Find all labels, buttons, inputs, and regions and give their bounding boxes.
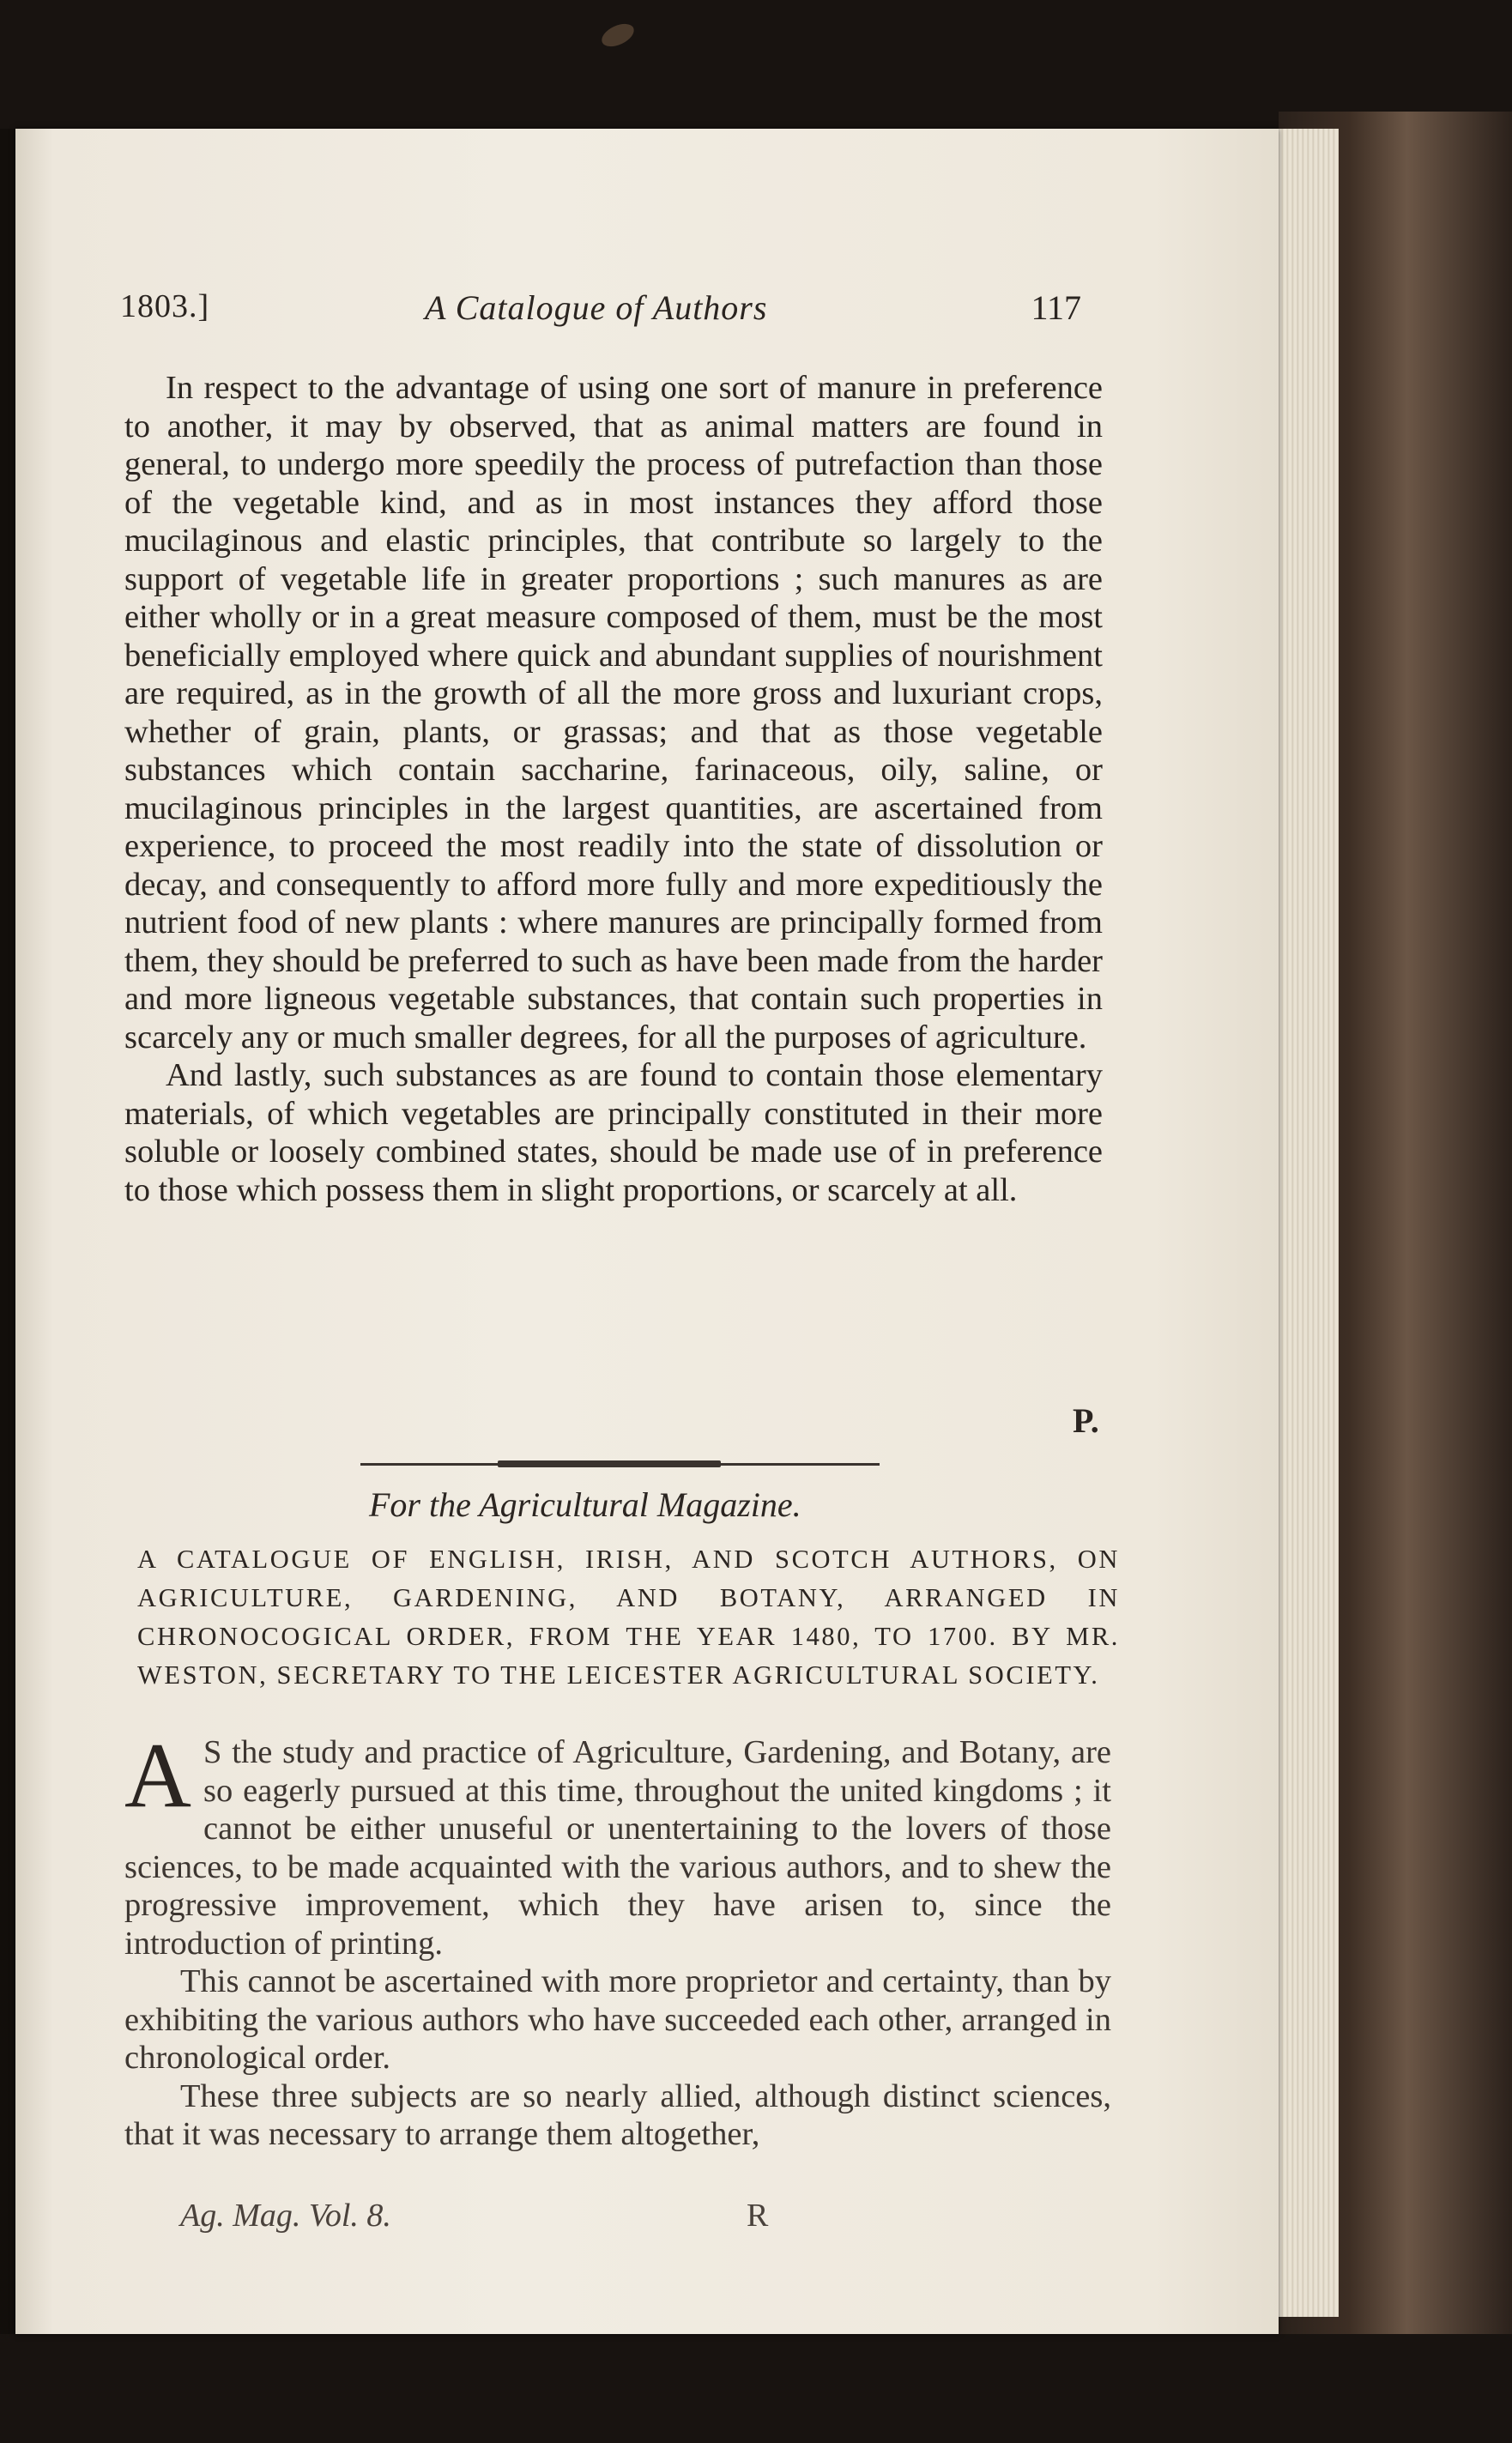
paragraph: These three subjects are so nearly allied, although distinct sciences, that it was necessary to arrange them altogether, (124, 2077, 1111, 2152)
page-leaves (1279, 129, 1339, 2317)
paragraph: And lastly, such substances as are found to contain those elementary materials, of which vegetables are principally constituted in their more soluble or loosely combined states, should be made use of in preference to those which possess them in slight proportions, or scarcely at all. (124, 1057, 1103, 1208)
page-footer (180, 2197, 867, 2240)
paragraph (124, 1725, 1111, 1962)
footer-imprint: Ag. Mag. Vol. 8. (180, 2198, 391, 2234)
section-heading: For the Agricultural Magazine. (369, 1485, 801, 1524)
page-number: 117 (1031, 288, 1081, 327)
page-shadow (0, 129, 15, 2334)
signature-mark: R (747, 2198, 769, 2234)
paragraph: This cannot be ascertained with more proprietor and certainty, than by exhibiting the various authors who have succeeded each other, arranged in chronological order. (124, 1963, 1111, 2076)
drop-cap: A (124, 1725, 191, 1827)
running-head-title: A Catalogue of Authors (425, 288, 768, 327)
catalogue-title: A CATALOGUE OF ENGLISH, IRISH, AND SCOTCH AUTHORS, ON AGRICULTURE, GARDENING, AND BOTANY, ARRANGED IN CHRONOCOGICAL ORDER, FROM THE YEAR 1480, TO 1700. BY MR. WESTON, SECRETARY TO THE LEICESTER AGRICULTURAL SOCIETY. (137, 1545, 1120, 1690)
catalogue-intro (124, 1725, 1111, 2154)
running-head (120, 287, 1107, 339)
main-text (124, 369, 1103, 1209)
running-head-year: 1803.] (120, 288, 210, 324)
paragraph-text: S the study and practice of Agriculture, Gardening, and Botany, are so eagerly pursued at this time, throughout the united kingdoms ; it cannot be either unuseful or unentertaining to the lovers of those sciences, to be made acquainted with the various authors, and to shew the progressive improvement, which they have arisen to, since the introduction of printing. (124, 1734, 1111, 1962)
section-rule-ornament (498, 1460, 721, 1467)
paragraph: In respect to the advantage of using one sort of manure in preference to another, it may by observed, that as animal matters are found in general, to undergo more speedily the process of putrefaction than those of the vegetable kind, and as in most instances they afford those mucilaginous and elastic principles, that contribute so largely to the support of vegetable life in greater proportions ; such manures as are either wholly or in a great measure composed of them, must be the most beneficially employed where quick and abundant supplies of nourishment are required, as in the growth of all the more gross and luxuriant crops, whether of grain, plants, or grassas; and that as those vegetable substances which contain saccharine, farinaceous, oily, saline, or mucilaginous principles in the largest quantities, are ascertained from experience, to proceed the most readily into the state of dissolution or decay, and consequently to afford more fully and more expeditiously the nutrient food of new plants : where manures are principally formed from them, they should be preferred to such as have been made from the harder and more ligneous vegetable substances, that contain such properties in scarcely any or much smaller degrees, for all the purposes of agriculture. (124, 370, 1103, 1055)
catchword: P. (1073, 1401, 1099, 1440)
